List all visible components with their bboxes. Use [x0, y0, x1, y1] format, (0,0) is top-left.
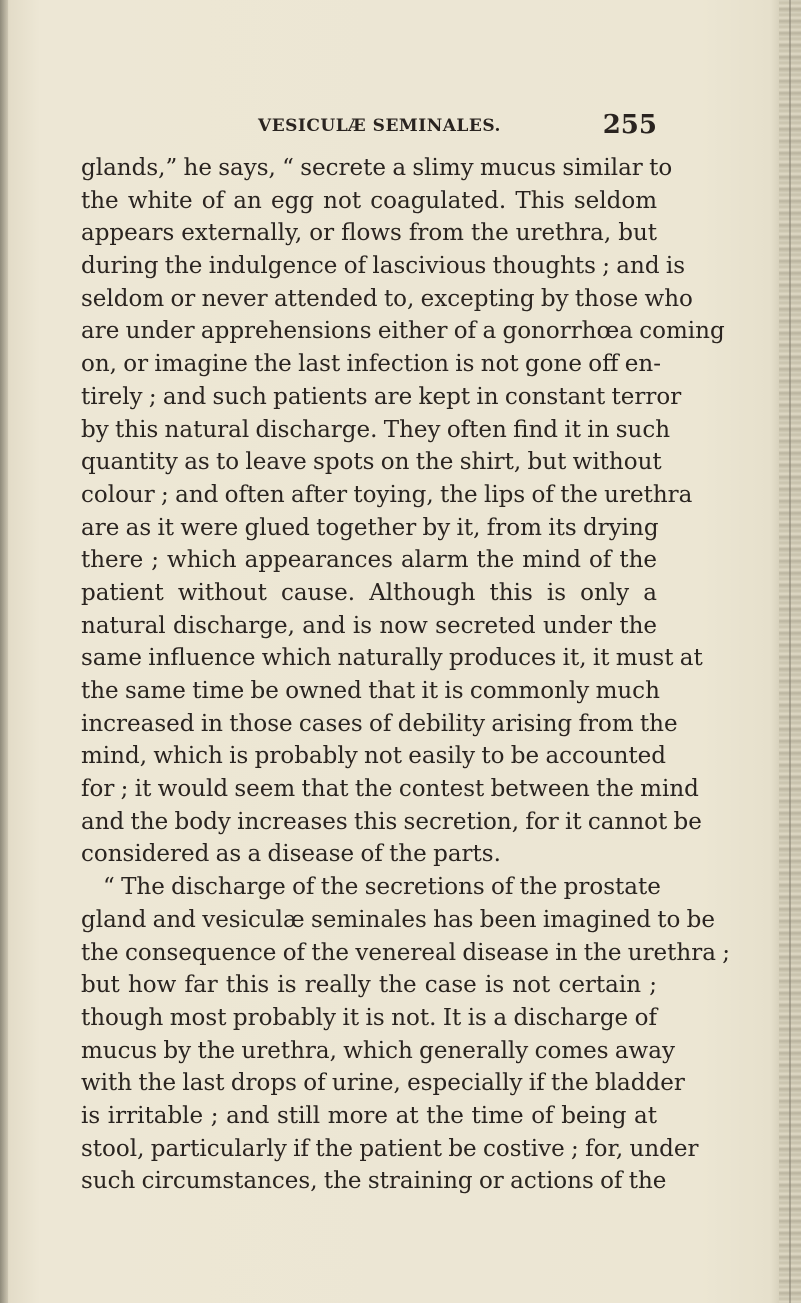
text-line: stool, particularly if the patient be costive ; for, under: [81, 1135, 699, 1162]
text-line: seldom or never attended to, excepting by those who: [81, 285, 693, 312]
text-line: mucus by the urethra, which generally comes away: [81, 1037, 675, 1064]
text-line: there ; which appearances alarm the mind of the: [81, 547, 657, 574]
text-line: during the indulgence of lascivious thoughts ; and is: [81, 253, 686, 280]
text-line: is irritable ; and still more at the time of being at: [81, 1102, 657, 1129]
text-line: “ The discharge of the secretions of the prostate: [103, 874, 661, 901]
page-header: [90, 112, 657, 142]
text-line: such circumstances, the straining or actions of the: [81, 1168, 667, 1195]
text-line: by this natural discharge. They often find it in such: [81, 416, 671, 443]
text-line: and the body increases this secretion, for it cannot be: [81, 808, 702, 835]
running-head: VESICULÆ SEMINALES.: [258, 116, 501, 136]
text-line: colour ; and often after toying, the lips of the urethra: [81, 481, 693, 508]
text-line: increased in those cases of debility arising from the: [81, 710, 678, 737]
text-line: natural discharge, and is now secreted under the: [81, 612, 657, 639]
text-line: the same time be owned that it is commonly much: [81, 678, 660, 704]
text-line: quantity as to leave spots on the shirt, but without: [81, 449, 662, 476]
paragraph-2: [81, 871, 730, 1198]
text-line: but how far this is really the case is not certain ;: [81, 972, 657, 999]
text-line: appears externally, or flows from the urethra, but: [81, 220, 657, 247]
text-line: tirely ; and such patients are kept in constant terror: [81, 383, 682, 410]
text-line: glands,” he says, “ secrete a slimy mucus similar to: [81, 155, 673, 181]
text-line: the white of an egg not coagulated. This seldom: [81, 187, 657, 214]
page-edge-line: [789, 0, 791, 1303]
body-text: [81, 152, 730, 1198]
text-line: mind, which is probably not easily to be accounted: [81, 743, 666, 770]
text-line: same influence which naturally produces it, it must at: [81, 645, 703, 672]
text-line: considered as a disease of the parts.: [81, 841, 501, 868]
text-line: on, or imagine the last infection is not gone off en-: [81, 351, 661, 378]
page-gutter-shadow: [0, 0, 8, 1303]
text-line: are as it were glued together by it, from its drying: [81, 514, 659, 541]
text-line: with the last drops of urine, especially if the bladder: [81, 1070, 685, 1097]
text-line: are under apprehensions either of a gonorrhœa coming: [81, 318, 725, 345]
text-line: patient without cause. Although this is only a: [81, 579, 657, 606]
text-line: gland and vesiculæ seminales has been imagined to be: [81, 906, 715, 933]
text-line: the consequence of the venereal disease in the urethra ;: [81, 939, 730, 966]
page-number: 255: [602, 110, 657, 140]
text-line: for ; it would seem that the contest between the mind: [81, 776, 699, 803]
paragraph-1: [81, 152, 725, 871]
text-line: though most probably it is not. It is a discharge of: [81, 1004, 657, 1031]
